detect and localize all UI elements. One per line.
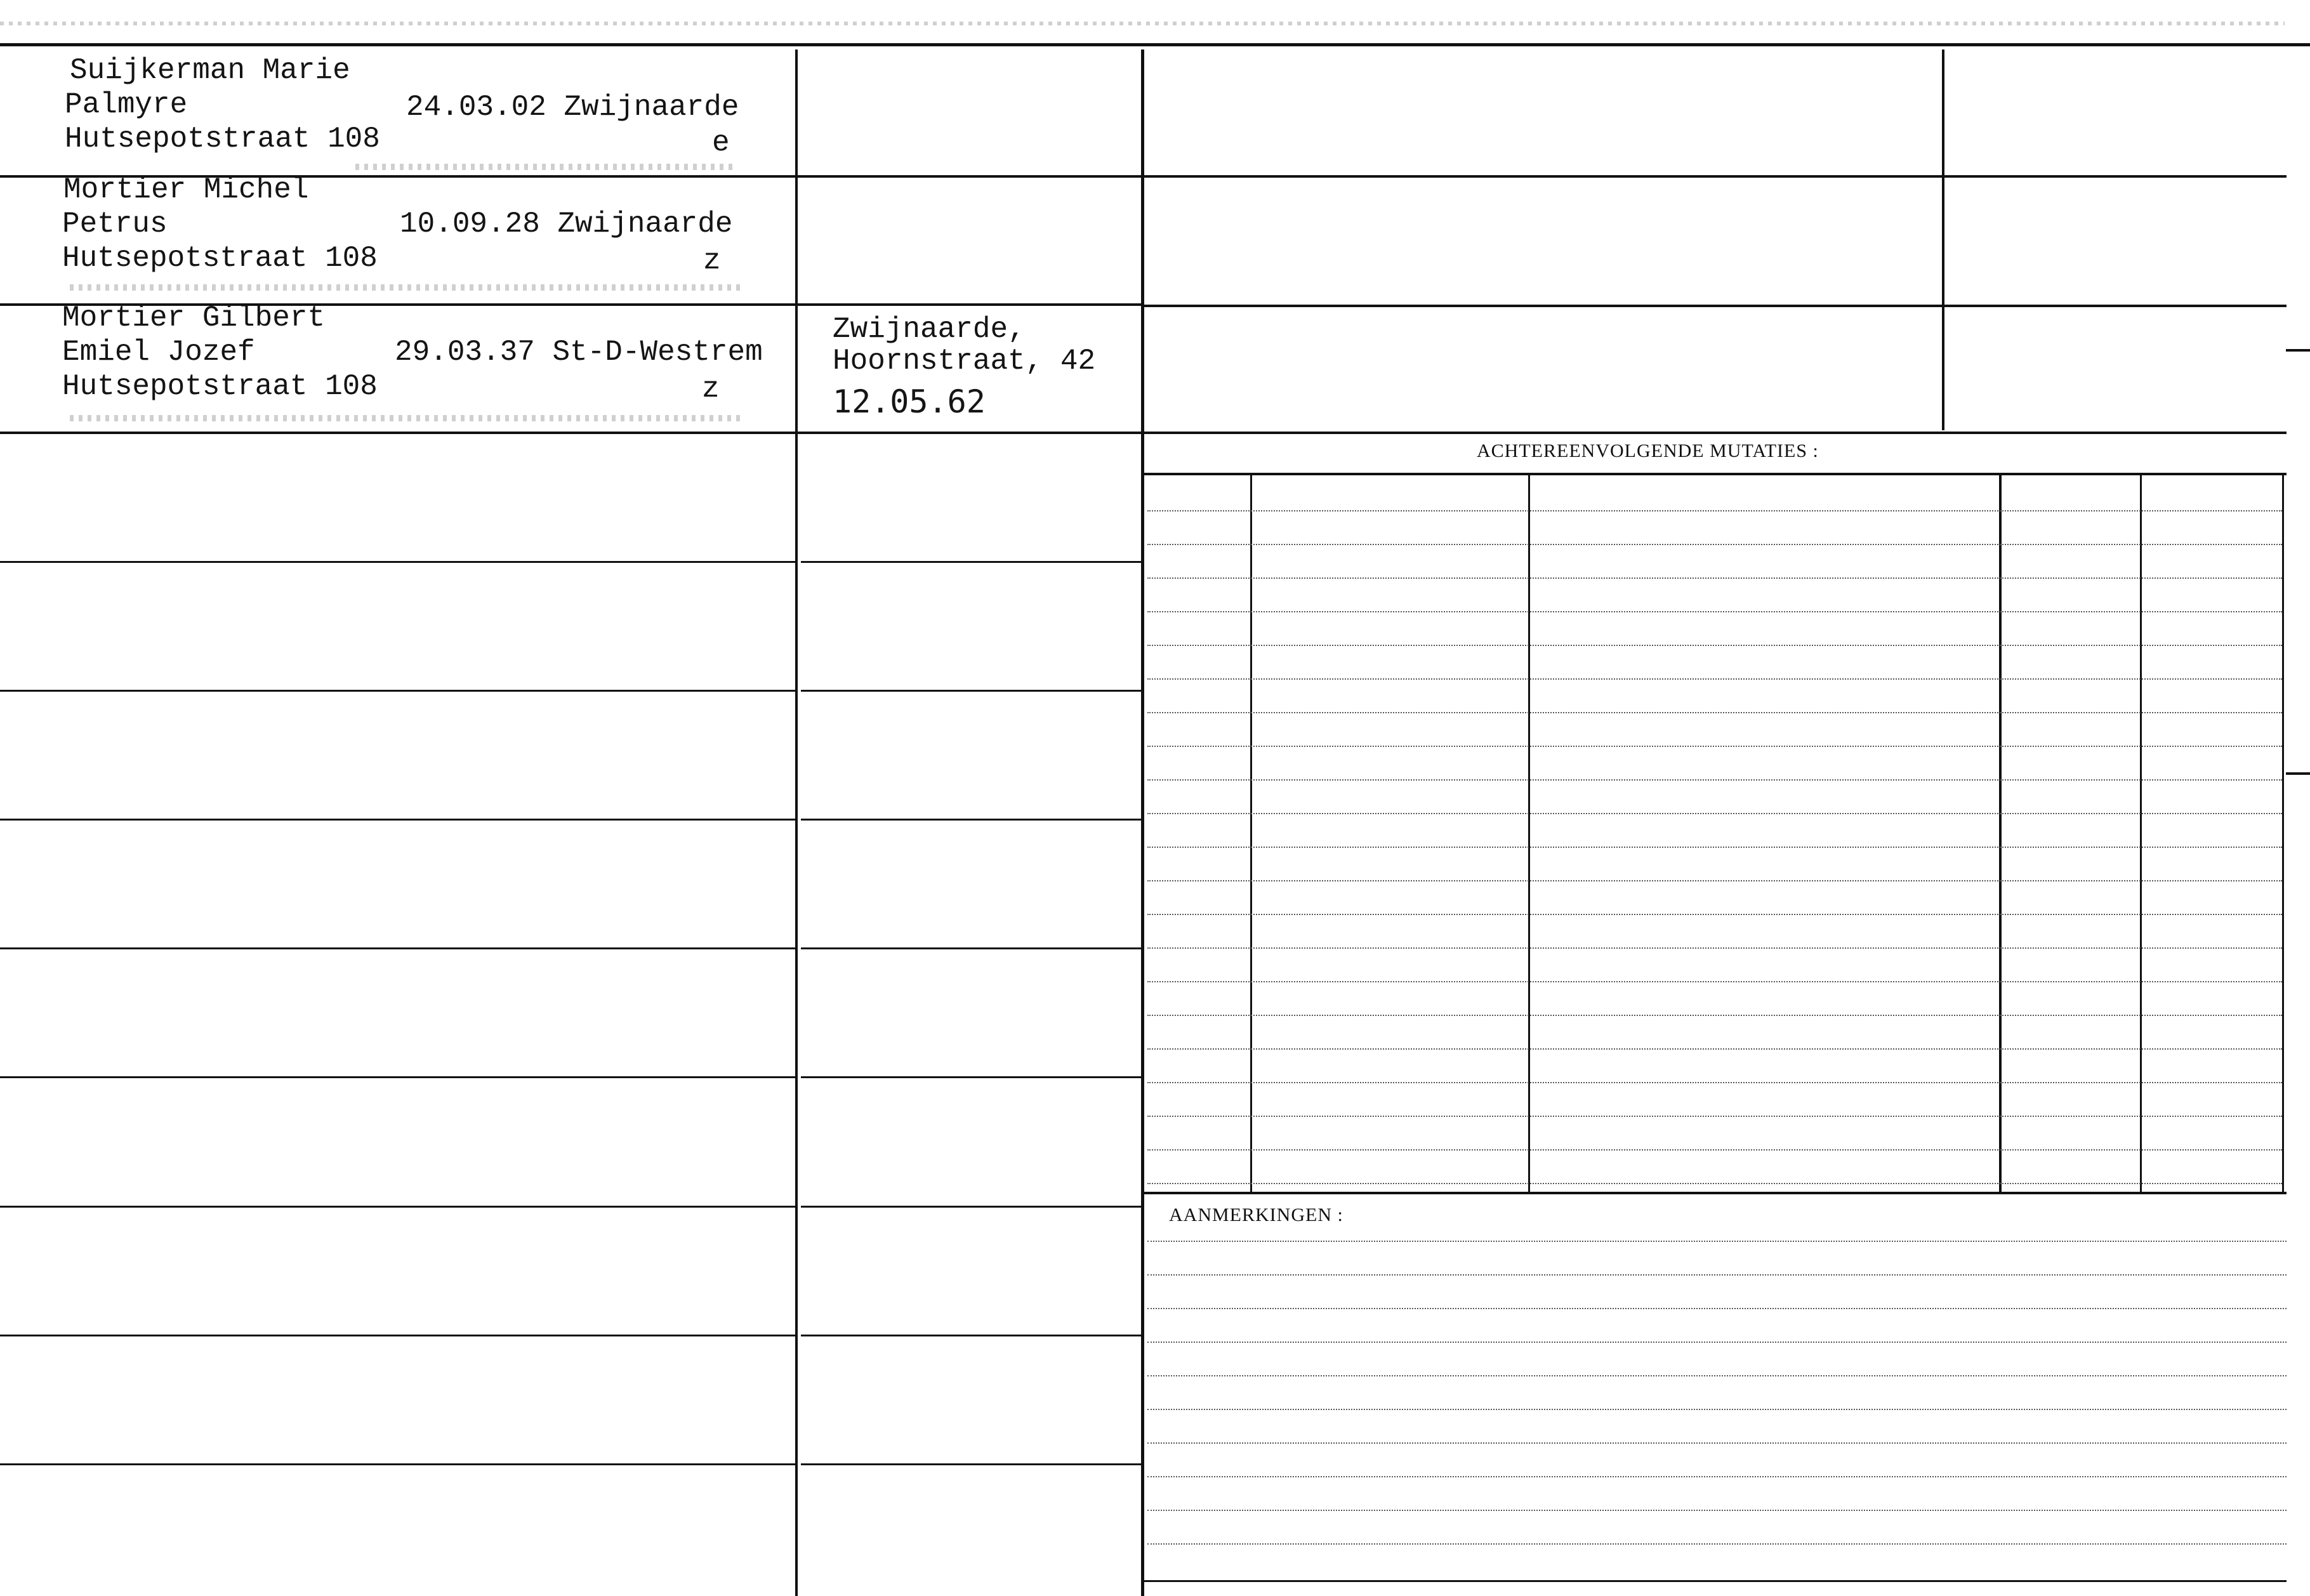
margin-tick <box>2286 349 2310 352</box>
record-1-name-line-1: Suijkerman Marie <box>70 54 350 87</box>
mutations-top-border <box>1144 473 2287 475</box>
record-3-birth: 29.03.37 St-D-Westrem <box>395 336 763 369</box>
row-divider <box>0 432 795 434</box>
record-2-birth: 10.09.28 Zwijnaarde <box>400 208 733 241</box>
mutations-ruled-line <box>1147 577 2282 579</box>
record-3-move-date: 12.05.62 <box>833 383 986 420</box>
mutations-ruled-line <box>1147 678 2282 680</box>
remarks-ruled-line <box>1147 1442 2287 1444</box>
mutations-ruled-line <box>1147 1116 2282 1117</box>
mutations-ruled-line <box>1147 981 2282 982</box>
row-divider <box>0 947 795 949</box>
row-divider <box>801 690 1141 692</box>
remarks-ruled-line <box>1147 1409 2287 1410</box>
mutations-ruled-line <box>1147 880 2282 881</box>
column-divider-2 <box>1141 49 1144 1596</box>
row-divider <box>1144 432 2287 434</box>
remarks-bottom-border <box>1144 1580 2287 1582</box>
remarks-ruled-line <box>1147 1543 2287 1545</box>
record-3-move-street: Hoornstraat, 42 <box>833 345 1096 378</box>
row-divider <box>0 1206 795 1208</box>
mutations-column-divider <box>1999 475 2002 1192</box>
mutations-ruled-line <box>1147 746 2282 747</box>
row-divider <box>801 1076 1141 1078</box>
mutations-ruled-line <box>1147 510 2282 511</box>
top-smudge <box>0 22 2285 25</box>
mutations-ruled-line <box>1147 611 2282 612</box>
record-2-code: z <box>703 244 721 277</box>
remarks-ruled-line <box>1147 1510 2287 1511</box>
remarks-heading: AANMERKINGEN : <box>1169 1204 1343 1225</box>
mutations-ruled-line <box>1147 947 2282 949</box>
record-2-faint-line <box>70 284 742 291</box>
column-divider-3 <box>1942 49 1944 430</box>
record-3-name-line-2: Emiel Jozef <box>62 336 255 369</box>
row-divider <box>798 432 1141 434</box>
mutations-ruled-line <box>1147 1149 2282 1151</box>
row-divider <box>1144 305 2287 307</box>
mutations-ruled-line <box>1147 1183 2282 1184</box>
margin-tick <box>2286 772 2310 775</box>
remarks-ruled-line <box>1147 1308 2287 1309</box>
mutations-column-divider <box>2282 475 2284 1192</box>
row-divider <box>0 561 795 563</box>
mutations-column-divider <box>2140 475 2142 1192</box>
record-1-name-line-2: Palmyre <box>65 88 188 121</box>
record-3-address: Hutsepotstraat 108 <box>62 370 378 403</box>
remarks-ruled-line <box>1147 1476 2287 1477</box>
mutations-column-divider <box>1528 475 1530 1192</box>
row-divider <box>0 1463 795 1465</box>
mutations-bottom-border <box>1144 1192 2287 1194</box>
row-divider <box>1144 175 2287 178</box>
row-divider <box>801 819 1141 821</box>
row-divider <box>801 1206 1141 1208</box>
record-2-name-line-1: Mortier Michel <box>63 173 309 206</box>
mutations-column-divider <box>1250 475 1252 1192</box>
row-divider <box>0 819 795 821</box>
record-1-birth: 24.03.02 Zwijnaarde <box>406 91 739 124</box>
row-divider <box>0 690 795 692</box>
mutations-ruled-line <box>1147 1015 2282 1016</box>
mutations-ruled-line <box>1147 712 2282 713</box>
mutations-ruled-line <box>1147 847 2282 848</box>
record-3-faint-line <box>70 415 742 421</box>
record-2-address: Hutsepotstraat 108 <box>62 242 378 275</box>
remarks-ruled-line <box>1147 1241 2287 1242</box>
row-divider <box>801 947 1141 949</box>
record-1-faint-line <box>355 164 736 170</box>
remarks-ruled-line <box>1147 1342 2287 1343</box>
row-divider <box>801 1335 1141 1336</box>
mutations-ruled-line <box>1147 645 2282 646</box>
record-3-code: z <box>702 373 720 406</box>
mutations-ruled-line <box>1147 779 2282 781</box>
mutations-ruled-line <box>1147 1082 2282 1083</box>
row-divider <box>798 303 1141 306</box>
record-3-name-line-1: Mortier Gilbert <box>62 301 326 334</box>
remarks-ruled-line <box>1147 1274 2287 1276</box>
row-divider <box>798 175 1141 178</box>
row-divider <box>801 561 1141 563</box>
mutations-ruled-line <box>1147 914 2282 915</box>
remarks-ruled-line <box>1147 1375 2287 1376</box>
record-2-name-line-2: Petrus <box>62 208 168 241</box>
mutations-heading: ACHTEREENVOLGENDE MUTATIES : <box>1477 440 1819 461</box>
mutations-ruled-line <box>1147 1048 2282 1050</box>
top-border <box>0 43 2310 46</box>
mutations-ruled-line <box>1147 544 2282 545</box>
row-divider <box>0 1076 795 1078</box>
record-1-code: e <box>712 126 730 159</box>
column-divider-1 <box>795 49 798 1596</box>
row-divider <box>801 1463 1141 1465</box>
row-divider <box>0 1335 795 1336</box>
mutations-ruled-line <box>1147 813 2282 814</box>
record-3-move-place: Zwijnaarde, <box>833 313 1026 346</box>
record-1-address: Hutsepotstraat 108 <box>65 122 380 155</box>
